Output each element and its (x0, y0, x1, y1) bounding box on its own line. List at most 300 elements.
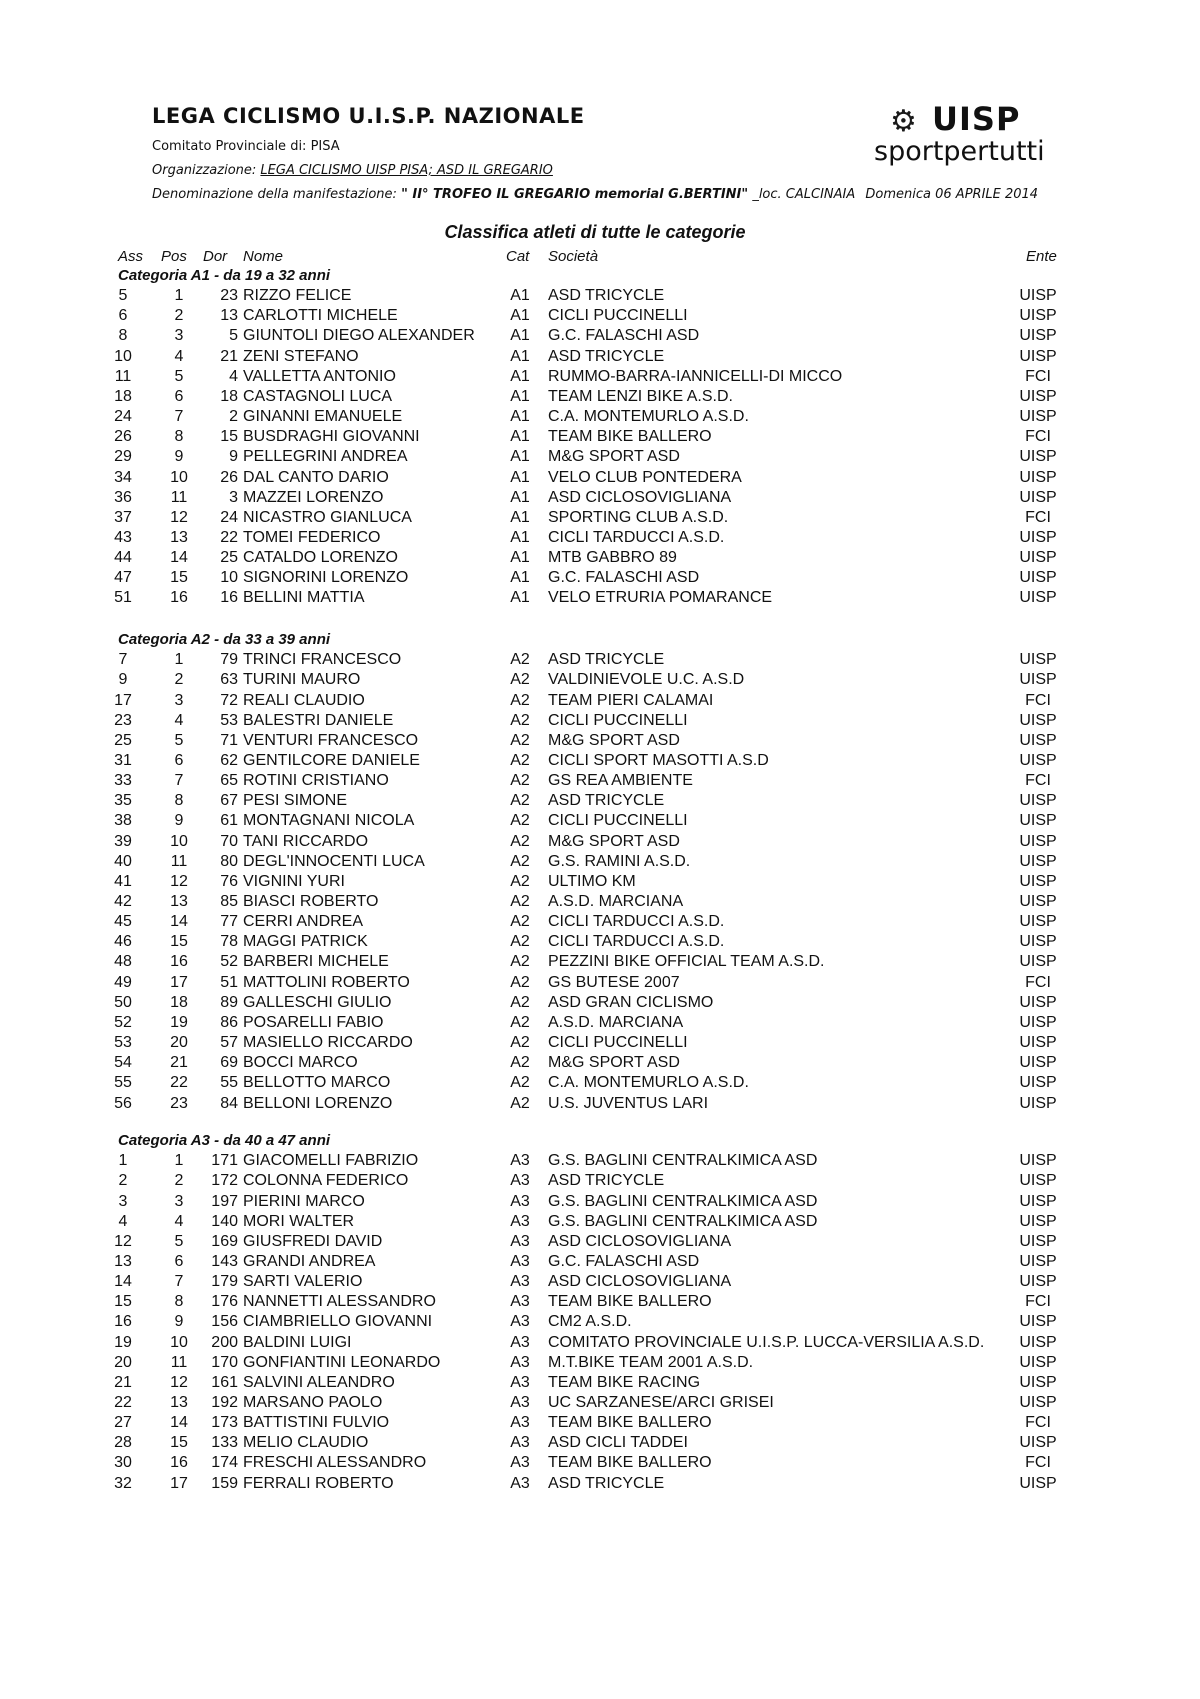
cell-ent: UISP (1019, 751, 1057, 769)
cell-dor: 84 (220, 1094, 238, 1112)
cell-soc: ULTIMO KM (548, 872, 636, 890)
cell-pos: 3 (174, 691, 184, 709)
cell-cat: A1 (510, 387, 530, 405)
cell-cat: A2 (510, 913, 530, 931)
cell-pos: 9 (174, 448, 184, 466)
cell-dor: 70 (220, 832, 238, 850)
category-heading (0, 630, 1200, 650)
cell-ent: UISP (1019, 1434, 1057, 1452)
cell-ent: UISP (1019, 1273, 1057, 1290)
cell-pos: 13 (170, 893, 188, 910)
table-row (0, 427, 1200, 447)
cell-nom: VENTURI FRANCESCO (243, 731, 419, 749)
cell-pos: 15 (170, 933, 188, 951)
cell-ass: 3 (118, 1192, 128, 1210)
cell-ent: UISP (1019, 1172, 1057, 1190)
organization-value: LEGA CICLISMO UISP PISA; ASD IL GREGARIO (260, 163, 553, 178)
cell-ent: UISP (1019, 1252, 1057, 1270)
cell-pos: 22 (170, 1074, 188, 1092)
col-pos: Pos (161, 248, 187, 265)
cell-pos: 11 (170, 1353, 188, 1371)
cell-nom: MATTOLINI ROBERTO (243, 973, 410, 991)
table-row (0, 1272, 1200, 1292)
cell-ass: 24 (114, 408, 132, 425)
cell-pos: 1 (174, 287, 184, 305)
cell-pos: 7 (174, 772, 184, 789)
cell-dor: 67 (220, 792, 238, 810)
cell-ass: 22 (114, 1394, 132, 1411)
cell-ass: 23 (114, 711, 132, 729)
cell-ent: UISP (1019, 953, 1057, 971)
cell-soc: G.S. RAMINI A.S.D. (548, 852, 691, 870)
cell-dor: 2 (229, 408, 238, 425)
cell-cat: A1 (510, 488, 530, 506)
cell-pos: 7 (174, 408, 184, 425)
cell-ent: UISP (1019, 711, 1057, 729)
cell-soc: VELO CLUB PONTEDERA (548, 468, 742, 486)
cell-cat: A3 (510, 1252, 530, 1270)
cell-nom: REALI CLAUDIO (243, 691, 365, 709)
cell-ent: UISP (1019, 1212, 1057, 1230)
table-row (0, 993, 1200, 1013)
ranking-title: Classifica atleti di tutte le categorie (444, 222, 746, 242)
table-row (0, 286, 1200, 306)
cell-cat: A1 (510, 569, 530, 587)
cell-ent: UISP (1019, 1313, 1057, 1331)
cell-nom: POSARELLI FABIO (243, 1013, 384, 1031)
cell-ent: UISP (1019, 1394, 1057, 1411)
cell-soc: ASD GRAN CICLISMO (548, 993, 714, 1011)
table-row (0, 1252, 1200, 1272)
cell-ass: 26 (114, 428, 132, 446)
cell-soc: CICLI PUCCINELLI (548, 1034, 688, 1051)
cell-soc: CICLI SPORT MASOTTI A.S.D (548, 751, 769, 769)
table-row (0, 568, 1200, 588)
table-row (0, 407, 1200, 427)
cell-dor: 63 (220, 671, 238, 689)
cell-ass: 53 (114, 1034, 132, 1051)
cell-nom: MORI WALTER (243, 1212, 355, 1230)
col-ass: Ass (118, 248, 144, 265)
cell-ass: 45 (114, 913, 132, 931)
committee-value: PISA (310, 139, 340, 154)
cell-nom: TURINI MAURO (243, 671, 361, 689)
cell-ent: UISP (1019, 792, 1057, 810)
cell-ent: UISP (1019, 852, 1057, 870)
cell-ass: 11 (114, 367, 132, 385)
cell-ent: UISP (1019, 529, 1057, 546)
cell-soc: C.A. MONTEMURLO A.S.D. (548, 408, 749, 425)
table-row (0, 548, 1200, 568)
table-row (0, 952, 1200, 972)
table-row (0, 1013, 1200, 1033)
cell-soc: CM2 A.S.D. (548, 1313, 632, 1331)
cell-pos: 8 (174, 1293, 184, 1311)
cell-ent: FCI (1025, 367, 1051, 385)
table-row (0, 771, 1200, 791)
cell-soc: M&G SPORT ASD (548, 1054, 680, 1072)
cell-nom: CARLOTTI MICHELE (243, 307, 398, 325)
event-location: _loc. CALCINAIA (752, 187, 856, 202)
cell-ent: FCI (1025, 691, 1051, 709)
cell-nom: COLONNA FEDERICO (243, 1172, 409, 1190)
cell-ent: UISP (1019, 812, 1057, 830)
cell-ass: 2 (118, 1172, 128, 1190)
table-row (0, 872, 1200, 892)
cell-ass: 54 (114, 1054, 132, 1072)
cell-nom: GONFIANTINI LEONARDO (243, 1353, 441, 1371)
cell-ent: UISP (1019, 913, 1057, 931)
cell-soc: G.C. FALASCHI ASD (548, 569, 700, 587)
cell-nom: GINANNI EMANUELE (243, 408, 403, 425)
cell-ass: 39 (114, 832, 132, 850)
cell-ent: FCI (1025, 1454, 1051, 1472)
table-header (0, 247, 1200, 267)
cell-pos: 15 (170, 1434, 188, 1452)
table-row (0, 1312, 1200, 1332)
cell-ass: 27 (114, 1414, 132, 1432)
cell-nom: DAL CANTO DARIO (243, 468, 389, 486)
cell-ent: UISP (1019, 872, 1057, 890)
cell-ass: 52 (114, 1013, 132, 1031)
cell-soc: A.S.D. MARCIANA (548, 893, 684, 910)
cell-pos: 21 (170, 1054, 188, 1072)
table-row (0, 1192, 1200, 1212)
cell-nom: NANNETTI ALESSANDRO (243, 1293, 436, 1311)
cell-soc: M&G SPORT ASD (548, 832, 680, 850)
cell-cat: A1 (510, 408, 530, 425)
cell-ent: UISP (1019, 1094, 1057, 1112)
cell-nom: PELLEGRINI ANDREA (243, 448, 408, 466)
cell-nom: BALESTRI DANIELE (243, 711, 394, 729)
cell-soc: ASD CICLOSOVIGLIANA (548, 1273, 732, 1290)
cell-cat: A3 (510, 1353, 530, 1371)
cell-dor: 200 (211, 1333, 238, 1351)
cell-nom: PIERINI MARCO (243, 1192, 365, 1210)
table-row (0, 932, 1200, 952)
cell-pos: 17 (170, 973, 188, 991)
cell-cat: A2 (510, 893, 530, 910)
cell-ass: 6 (118, 307, 128, 325)
cell-soc: G.C. FALASCHI ASD (548, 1252, 700, 1270)
cell-cat: A2 (510, 953, 530, 971)
cell-soc: G.S. BAGLINI CENTRALKIMICA ASD (548, 1192, 818, 1210)
cell-dor: 79 (220, 651, 238, 669)
cell-ent: UISP (1019, 893, 1057, 910)
table-row (0, 691, 1200, 711)
cell-cat: A1 (510, 448, 530, 466)
table-row (0, 528, 1200, 548)
cell-nom: GIUNTOLI DIEGO ALEXANDER (243, 327, 475, 345)
col-dor: Dor (203, 248, 228, 265)
cell-cat: A3 (510, 1273, 530, 1290)
cell-ent: UISP (1019, 1013, 1057, 1031)
cell-nom: TANI RICCARDO (243, 832, 369, 850)
category-title: Categoria A1 - da 19 a 32 anni (118, 267, 331, 284)
cell-soc: CICLI PUCCINELLI (548, 812, 688, 830)
cell-soc: CICLI TARDUCCI A.S.D. (548, 913, 725, 931)
cell-ass: 16 (114, 1313, 132, 1331)
cell-pos: 12 (170, 872, 188, 890)
cell-nom: GIUSFREDI DAVID (243, 1232, 383, 1250)
cell-pos: 4 (174, 1212, 184, 1230)
cell-dor: 24 (220, 508, 238, 526)
table-row (0, 1171, 1200, 1191)
cell-ent: UISP (1019, 1474, 1057, 1492)
cell-ass: 33 (114, 772, 132, 789)
cell-ent: UISP (1019, 347, 1057, 365)
cell-cat: A2 (510, 852, 530, 870)
cell-ass: 31 (114, 751, 132, 769)
table-row (0, 387, 1200, 407)
cell-pos: 13 (170, 1394, 188, 1411)
cell-cat: A2 (510, 671, 530, 689)
cell-pos: 14 (170, 549, 188, 567)
cell-ass: 35 (114, 792, 132, 810)
category-heading (0, 1131, 1200, 1151)
cell-nom: PESI SIMONE (243, 792, 348, 810)
table-row (0, 1433, 1200, 1453)
cell-dor: 72 (220, 691, 238, 709)
table-row (0, 1232, 1200, 1252)
cell-soc: TEAM BIKE BALLERO (548, 1414, 712, 1432)
cell-dor: 197 (211, 1192, 238, 1210)
cell-nom: ROTINI CRISTIANO (243, 772, 389, 789)
cell-pos: 9 (174, 1313, 184, 1331)
cell-ent: FCI (1025, 1293, 1051, 1311)
cell-pos: 2 (174, 1172, 184, 1190)
cell-cat: A2 (510, 1074, 530, 1092)
cell-ass: 36 (114, 488, 132, 506)
cell-nom: VIGNINI YURI (243, 872, 345, 890)
table-row (0, 670, 1200, 690)
table-row (0, 791, 1200, 811)
cell-pos: 6 (174, 387, 184, 405)
cell-nom: BIASCI ROBERTO (243, 893, 379, 910)
organization-label: Organizzazione: (152, 163, 257, 178)
cell-ass: 20 (114, 1353, 132, 1371)
cell-dor: 62 (220, 751, 238, 769)
cell-ass: 34 (114, 468, 132, 486)
cell-nom: GALLESCHI GIULIO (243, 993, 392, 1011)
cell-cat: A1 (510, 347, 530, 365)
cell-soc: ASD TRICYCLE (548, 347, 665, 365)
cell-pos: 20 (170, 1034, 188, 1051)
cell-ent: UISP (1019, 549, 1057, 567)
cell-ass: 47 (114, 569, 132, 587)
cell-cat: A3 (510, 1414, 530, 1432)
event-line (152, 187, 1038, 202)
cell-soc: CICLI PUCCINELLI (548, 711, 688, 729)
cell-dor: 25 (220, 549, 238, 567)
cell-ent: FCI (1025, 428, 1051, 446)
cell-pos: 2 (174, 671, 184, 689)
cell-nom: BATTISTINI FULVIO (243, 1414, 390, 1432)
cell-cat: A2 (510, 993, 530, 1011)
col-cat: Cat (506, 248, 530, 265)
table-row (0, 731, 1200, 751)
cell-soc: TEAM BIKE BALLERO (548, 1454, 712, 1472)
cell-cat: A3 (510, 1313, 530, 1331)
cell-soc: TEAM BIKE BALLERO (548, 1293, 712, 1311)
cell-nom: FERRALI ROBERTO (243, 1474, 394, 1492)
cell-ent: UISP (1019, 1054, 1057, 1072)
cell-ass: 10 (114, 347, 132, 365)
cell-cat: A2 (510, 1013, 530, 1031)
cell-ass: 28 (114, 1434, 132, 1452)
table-row (0, 751, 1200, 771)
cell-nom: CIAMBRIELLO GIOVANNI (243, 1313, 433, 1331)
cell-dor: 171 (211, 1152, 238, 1170)
cell-soc: ASD CICLOSOVIGLIANA (548, 488, 732, 506)
cell-dor: 57 (220, 1034, 238, 1051)
table-row (0, 508, 1200, 528)
cell-cat: A3 (510, 1152, 530, 1170)
table-row (0, 892, 1200, 912)
cell-pos: 1 (174, 651, 184, 669)
cell-dor: 143 (211, 1252, 238, 1270)
cell-cat: A3 (510, 1373, 530, 1391)
cell-pos: 5 (174, 367, 184, 385)
cell-ass: 7 (118, 651, 128, 669)
cell-soc: TEAM BIKE BALLERO (548, 428, 712, 446)
cell-ass: 25 (114, 731, 132, 749)
cell-pos: 12 (170, 1373, 188, 1391)
cell-dor: 61 (220, 812, 238, 830)
cell-ass: 42 (114, 893, 132, 910)
cell-cat: A3 (510, 1232, 530, 1250)
league-title: LEGA CICLISMO U.I.S.P. NAZIONALE (152, 104, 585, 128)
cell-nom: MARSANO PAOLO (243, 1394, 383, 1411)
organization-line (152, 163, 553, 178)
cell-soc: PEZZINI BIKE OFFICIAL TEAM A.S.D. (548, 953, 825, 971)
cell-dor: 5 (229, 327, 238, 345)
cell-dor: 15 (220, 428, 238, 446)
cell-ass: 8 (118, 327, 128, 345)
cell-ent: UISP (1019, 1192, 1057, 1210)
cell-nom: NICASTRO GIANLUCA (243, 508, 412, 526)
cell-nom: GIACOMELLI FABRIZIO (243, 1152, 419, 1170)
cell-ass: 5 (118, 287, 128, 305)
cell-cat: A2 (510, 751, 530, 769)
table-row (0, 488, 1200, 508)
cell-nom: RIZZO FELICE (243, 287, 352, 305)
cell-pos: 19 (170, 1013, 188, 1031)
cell-soc: GS BUTESE 2007 (548, 973, 680, 991)
cell-cat: A3 (510, 1434, 530, 1452)
cell-dor: 80 (220, 852, 238, 870)
cell-dor: 21 (220, 347, 238, 365)
cell-nom: DEGL'INNOCENTI LUCA (243, 852, 425, 870)
uisp-emblem-icon: ⚙ (890, 104, 917, 139)
table-row (0, 973, 1200, 993)
cell-nom: GRANDI ANDREA (243, 1252, 376, 1270)
cell-ent: UISP (1019, 387, 1057, 405)
cell-dor: 4 (229, 367, 238, 385)
cell-pos: 5 (174, 731, 184, 749)
cell-dor: 172 (211, 1172, 238, 1190)
cell-ass: 18 (114, 387, 132, 405)
table-row (0, 1474, 1200, 1494)
cell-nom: TRINCI FRANCESCO (243, 651, 402, 669)
cell-soc: COMITATO PROVINCIALE U.I.S.P. LUCCA-VERSILIA A.S.D. (548, 1333, 985, 1351)
cell-dor: 18 (220, 387, 238, 405)
cell-pos: 6 (174, 1252, 184, 1270)
cell-pos: 18 (170, 993, 188, 1011)
cell-ent: FCI (1025, 973, 1051, 991)
cell-dor: 53 (220, 711, 238, 729)
cell-dor: 55 (220, 1074, 238, 1092)
cell-ent: FCI (1025, 508, 1051, 526)
cell-pos: 3 (174, 1192, 184, 1210)
cell-nom: BELLONI LORENZO (243, 1094, 393, 1112)
cell-cat: A3 (510, 1212, 530, 1230)
cell-pos: 10 (170, 468, 188, 486)
cell-soc: A.S.D. MARCIANA (548, 1013, 684, 1031)
cell-dor: 174 (211, 1454, 238, 1472)
cell-dor: 161 (211, 1373, 238, 1391)
cell-pos: 10 (170, 1333, 188, 1351)
table-row (0, 468, 1200, 488)
cell-ass: 30 (114, 1454, 132, 1472)
table-row (0, 1033, 1200, 1053)
table-row (0, 1053, 1200, 1073)
cell-soc: G.C. FALASCHI ASD (548, 327, 700, 345)
cell-pos: 10 (170, 832, 188, 850)
cell-dor: 156 (211, 1313, 238, 1331)
cell-ent: UISP (1019, 468, 1057, 486)
cell-soc: ASD TRICYCLE (548, 651, 665, 669)
cell-nom: CERRI ANDREA (243, 913, 364, 931)
cell-ass: 50 (114, 993, 132, 1011)
table-row (0, 447, 1200, 467)
cell-ass: 12 (114, 1232, 132, 1250)
cell-dor: 173 (211, 1414, 238, 1432)
cell-pos: 8 (174, 428, 184, 446)
cell-pos: 17 (170, 1474, 188, 1492)
table-row (0, 1333, 1200, 1353)
cell-soc: ASD TRICYCLE (548, 287, 665, 305)
cell-dor: 16 (220, 589, 238, 607)
cell-dor: 23 (220, 287, 238, 305)
cell-pos: 14 (170, 1414, 188, 1432)
cell-soc: CICLI TARDUCCI A.S.D. (548, 933, 725, 951)
cell-nom: BUSDRAGHI GIOVANNI (243, 428, 420, 446)
cell-dor: 10 (220, 569, 238, 587)
cell-cat: A2 (510, 711, 530, 729)
table-row (0, 1073, 1200, 1093)
cell-dor: 170 (211, 1353, 238, 1371)
cell-pos: 16 (170, 589, 188, 607)
table-row (0, 1212, 1200, 1232)
cell-pos: 14 (170, 913, 188, 931)
cell-dor: 22 (220, 529, 238, 546)
cell-pos: 7 (174, 1273, 184, 1290)
cell-soc: M.T.BIKE TEAM 2001 A.S.D. (548, 1353, 754, 1371)
cell-soc: CICLI TARDUCCI A.S.D. (548, 529, 725, 546)
cell-ent: FCI (1025, 772, 1051, 789)
col-societa: Società (548, 248, 599, 265)
cell-nom: MELIO CLAUDIO (243, 1434, 369, 1452)
logo-brand: UISP (932, 100, 1021, 138)
cell-cat: A1 (510, 287, 530, 305)
table-row (0, 1292, 1200, 1312)
cell-nom: MONTAGNANI NICOLA (243, 812, 415, 830)
cell-ent: FCI (1025, 1414, 1051, 1432)
committee-label: Comitato Provinciale di: (152, 139, 307, 154)
cell-cat: A2 (510, 772, 530, 789)
cell-dor: 85 (220, 893, 238, 910)
